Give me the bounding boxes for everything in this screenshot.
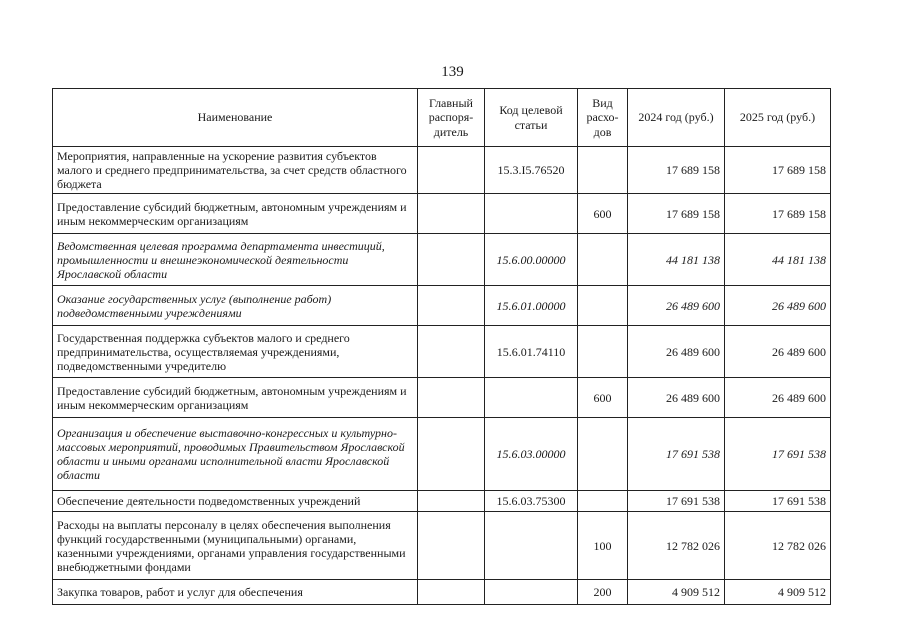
header-manager: Главный распоря-дитель [418,89,485,147]
row-amount-2025-cell: 17 689 158 [725,147,831,194]
row-amount-2024-cell: 17 689 158 [628,147,725,194]
table-row [53,234,831,286]
row-expense-type-cell: 100 [578,512,628,580]
table-row [53,194,831,234]
table-row [53,418,831,491]
row-amount-2025-cell: 44 181 138 [725,234,831,286]
row-target-code-cell [485,194,578,234]
page-number: 139 [441,64,464,80]
table-header-row [53,89,831,147]
row-target-code-cell [485,580,578,605]
table-row [53,378,831,418]
row-name-cell: Мероприятия, направленные на ускорение развития субъектов малого и среднего предпринимательства, за счет средств областного бюджета [53,147,418,194]
table-row [53,512,831,580]
row-target-code-cell [485,378,578,418]
row-target-code-cell [485,512,578,580]
table-body [53,147,831,605]
row-amount-2024-cell: 12 782 026 [628,512,725,580]
row-name-cell: Предоставление субсидий бюджетным, автономным учреждениям и иным некоммерческим организациям [53,194,418,234]
row-expense-type-cell [578,418,628,491]
row-expense-type-cell [578,147,628,194]
row-expense-type-cell [578,326,628,378]
row-name-cell: Ведомственная целевая программа департамента инвестиций, промышленности и внешнеэкономической деятельности Ярославской области [53,234,418,286]
row-name-cell: Закупка товаров, работ и услуг для обеспечения [53,580,418,605]
row-expense-type-cell [578,491,628,512]
row-name-cell: Предоставление субсидий бюджетным, автономным учреждениям и иным некоммерческим организациям [53,378,418,418]
row-target-code-cell: 15.6.03.00000 [485,418,578,491]
row-amount-2025-cell: 17 691 538 [725,418,831,491]
row-target-code-cell: 15.6.03.75300 [485,491,578,512]
header-name: Наименование [53,89,418,147]
row-expense-type-cell: 600 [578,194,628,234]
row-manager-cell [418,194,485,234]
row-name-cell: Организация и обеспечение выставочно-конгрессных и культурно-массовых мероприятий, проводимых Правительством Ярославской области и иными органами исполнительной власти Ярославской области [53,418,418,491]
row-manager-cell [418,326,485,378]
row-name-cell: Расходы на выплаты персоналу в целях обеспечения выполнения функций государственными (муниципальными) органами, казенными учреждениями, органами управления государственными внебюджетными фондами [53,512,418,580]
row-amount-2025-cell: 4 909 512 [725,580,831,605]
row-manager-cell [418,378,485,418]
header-target-code: Код целевой статьи [485,89,578,147]
row-manager-cell [418,580,485,605]
row-expense-type-cell: 200 [578,580,628,605]
row-manager-cell [418,234,485,286]
table-row [53,580,831,605]
row-amount-2025-cell: 26 489 600 [725,378,831,418]
row-expense-type-cell [578,286,628,326]
row-amount-2024-cell: 17 691 538 [628,418,725,491]
row-amount-2025-cell: 17 691 538 [725,491,831,512]
row-amount-2024-cell: 17 691 538 [628,491,725,512]
table-row [53,326,831,378]
budget-table [52,88,831,605]
row-name-cell: Государственная поддержка субъектов малого и среднего предпринимательства, осуществляемая учреждениями, подведомственными учредителю [53,326,418,378]
row-amount-2024-cell: 44 181 138 [628,234,725,286]
row-amount-2025-cell: 17 689 158 [725,194,831,234]
row-amount-2024-cell: 26 489 600 [628,326,725,378]
row-target-code-cell: 15.6.00.00000 [485,234,578,286]
row-target-code-cell: 15.6.01.00000 [485,286,578,326]
row-expense-type-cell: 600 [578,378,628,418]
table-row [53,286,831,326]
row-amount-2025-cell: 12 782 026 [725,512,831,580]
header-year-2025: 2025 год (руб.) [725,89,831,147]
row-amount-2024-cell: 26 489 600 [628,286,725,326]
row-target-code-cell: 15.6.01.74110 [485,326,578,378]
row-amount-2024-cell: 4 909 512 [628,580,725,605]
row-manager-cell [418,286,485,326]
row-amount-2024-cell: 17 689 158 [628,194,725,234]
row-amount-2025-cell: 26 489 600 [725,326,831,378]
row-manager-cell [418,512,485,580]
row-manager-cell [418,147,485,194]
table-row [53,147,831,194]
row-name-cell: Оказание государственных услуг (выполнение работ) подведомственными учреждениями [53,286,418,326]
row-manager-cell [418,418,485,491]
row-manager-cell [418,491,485,512]
header-year-2024: 2024 год (руб.) [628,89,725,147]
row-amount-2025-cell: 26 489 600 [725,286,831,326]
table-row [53,491,831,512]
row-amount-2024-cell: 26 489 600 [628,378,725,418]
row-expense-type-cell [578,234,628,286]
row-target-code-cell: 15.3.I5.76520 [485,147,578,194]
header-expense-type: Вид расхо-дов [578,89,628,147]
row-name-cell: Обеспечение деятельности подведомственных учреждений [53,491,418,512]
